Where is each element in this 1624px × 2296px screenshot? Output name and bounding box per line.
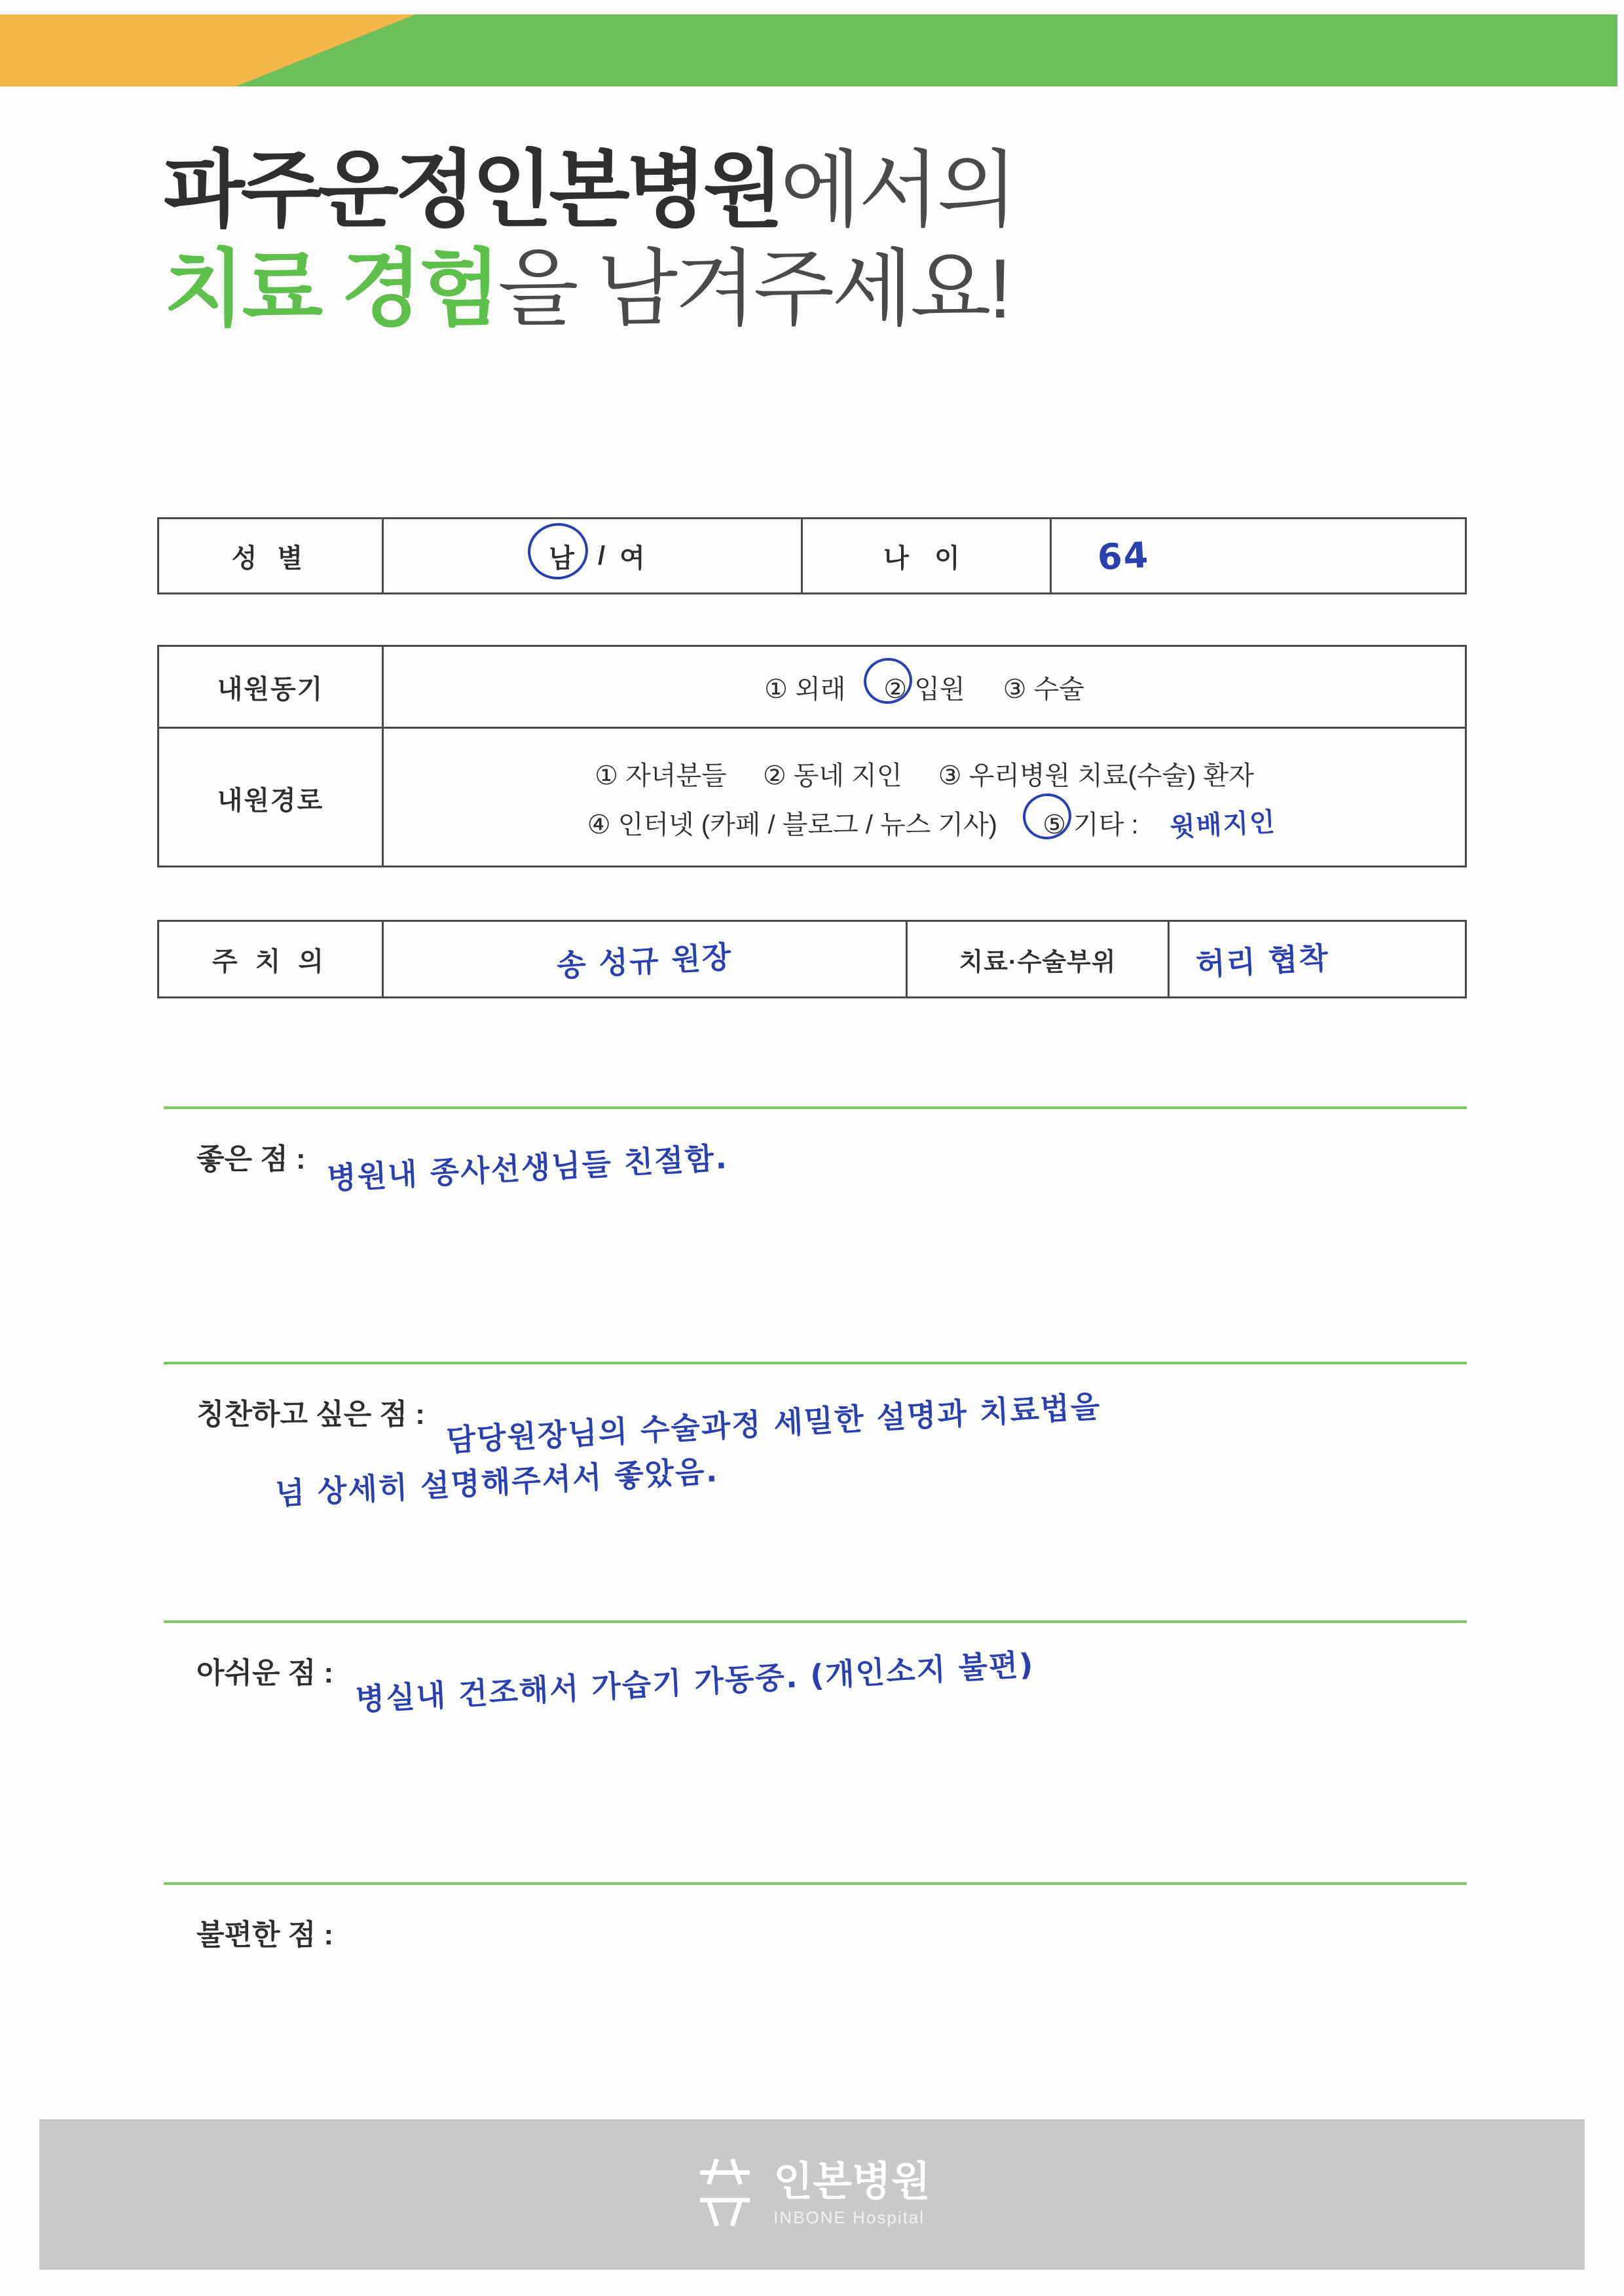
motive-option-1[interactable]: ① 외래 bbox=[764, 674, 846, 704]
title-highlight: 치료 경험 bbox=[164, 242, 498, 337]
gender-option-male-text: 남 bbox=[549, 543, 574, 573]
section-praise bbox=[164, 1362, 1467, 1512]
age-label bbox=[801, 519, 1050, 592]
site-label-text: 치료·수술부위 bbox=[959, 948, 1116, 976]
banner-green-shape bbox=[236, 14, 1617, 86]
site-value-field[interactable] bbox=[1168, 922, 1465, 996]
doctor-label-text: 주 치 의 bbox=[212, 947, 329, 976]
section-inconvenience-label: 불편한 점 : bbox=[196, 1919, 334, 1951]
section-good-points bbox=[164, 1106, 1467, 1196]
route-etc-value: 윗배지인 bbox=[1168, 807, 1277, 843]
footer-hospital-name-en: INBONE Hospital bbox=[773, 2207, 925, 2227]
footer-bar bbox=[39, 2119, 1585, 2270]
top-banner bbox=[0, 0, 1624, 111]
visit-route-label-text: 내원경로 bbox=[217, 786, 324, 815]
title-line-2 bbox=[164, 240, 1473, 338]
gender-options bbox=[382, 519, 801, 592]
gender-label bbox=[159, 519, 382, 592]
section-praise-answer-line-1[interactable]: 담당원장님의 수술과정 세밀한 설명과 치료법을 bbox=[445, 1388, 1102, 1458]
doctor-label bbox=[159, 922, 382, 996]
section-good-points-label: 좋은 점 : bbox=[196, 1143, 306, 1175]
gender-option-female[interactable]: 여 bbox=[619, 543, 645, 573]
gender-slash: / bbox=[597, 541, 606, 570]
visit-route-label bbox=[159, 729, 382, 867]
route-option-5-text: ⑤ 기타 : bbox=[1043, 811, 1139, 839]
section-praise-label: 칭찬하고 싶은 점 : bbox=[196, 1398, 425, 1430]
footer-text-group bbox=[773, 2159, 931, 2228]
visit-motive-label-text: 내원동기 bbox=[217, 674, 324, 704]
route-option-4[interactable]: ④ 인터넷 (카페 / 블로그 / 뉴스 기사) bbox=[587, 811, 997, 839]
title-line-2-suffix: 을 남겨주세요! bbox=[498, 242, 1010, 337]
age-value: 64 bbox=[1096, 534, 1151, 578]
age-label-text: 나 이 bbox=[883, 543, 969, 573]
route-option-3[interactable]: ③ 우리병원 치료(수술) 환자 bbox=[938, 761, 1254, 790]
visit-table bbox=[157, 645, 1467, 867]
route-option-1[interactable]: ① 자녀분들 bbox=[595, 761, 727, 790]
site-value: 허리 협착 bbox=[1194, 939, 1331, 983]
route-option-2[interactable]: ② 동네 지인 bbox=[762, 761, 902, 790]
doctor-value-field[interactable] bbox=[382, 922, 906, 996]
section-praise-answer-line-2[interactable]: 넘 상세히 설명해주셔서 좋았음. bbox=[274, 1453, 720, 1512]
info-table bbox=[157, 517, 1467, 594]
footer-logo-group bbox=[693, 2159, 931, 2231]
motive-option-2[interactable] bbox=[874, 668, 974, 706]
page-title bbox=[164, 141, 1473, 338]
footer-hospital-name: 인본병원 bbox=[773, 2159, 931, 2204]
motive-option-2-text: ② 입원 bbox=[883, 674, 965, 704]
visit-route-options bbox=[382, 729, 1465, 867]
section-good-points-answer[interactable]: 병원내 종사선생님들 친절함. bbox=[326, 1139, 729, 1196]
route-options-line-2 bbox=[573, 804, 1276, 841]
visit-motive-options bbox=[382, 647, 1465, 727]
gender-option-male[interactable] bbox=[540, 538, 583, 575]
doctor-value: 송 성규 원장 bbox=[556, 939, 733, 983]
section-regret bbox=[164, 1620, 1467, 1717]
title-line-1-suffix: 에서의 bbox=[780, 143, 1016, 237]
inbone-logo-icon bbox=[693, 2159, 756, 2231]
gender-label-text: 성 별 bbox=[231, 543, 310, 573]
section-inconvenience bbox=[164, 1882, 1467, 1953]
section-regret-answer[interactable]: 병실내 건조해서 가습기 가동중. (개인소지 불편) bbox=[354, 1646, 1035, 1717]
motive-option-3[interactable]: ③ 수술 bbox=[1003, 674, 1084, 704]
title-hospital-name: 파주운정인본병원 bbox=[164, 143, 781, 237]
route-options-line-1 bbox=[580, 755, 1268, 792]
site-label bbox=[906, 922, 1168, 996]
doctor-table bbox=[157, 920, 1467, 998]
visit-motive-label bbox=[159, 647, 382, 727]
section-regret-label: 아쉬운 점 : bbox=[196, 1657, 334, 1689]
title-line-1 bbox=[164, 141, 1473, 240]
route-option-5[interactable] bbox=[1033, 804, 1147, 841]
age-value-field[interactable] bbox=[1050, 519, 1465, 592]
